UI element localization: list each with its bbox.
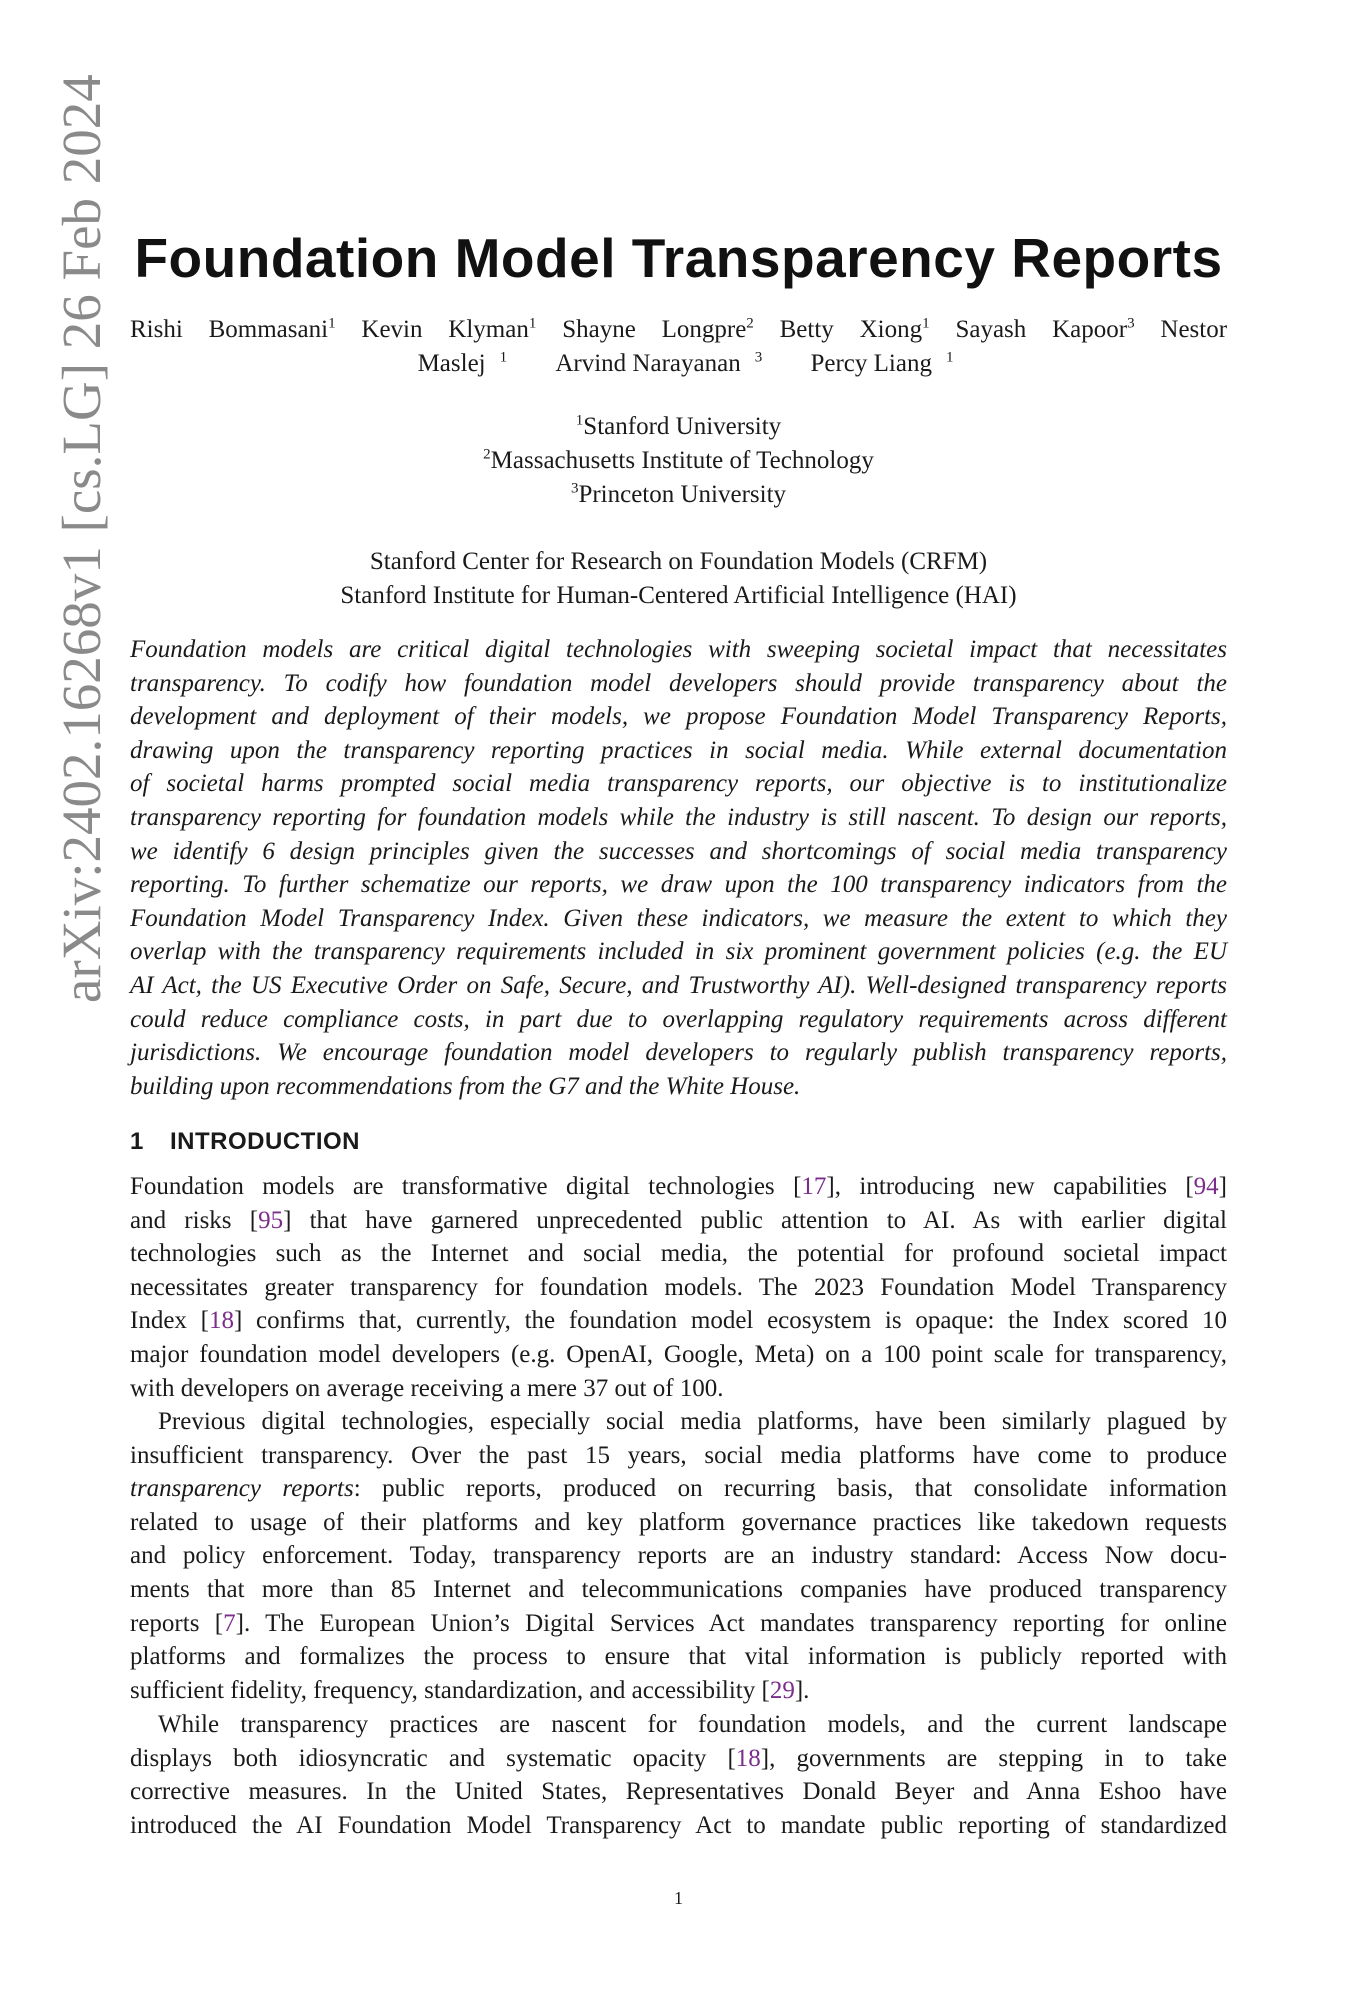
section-heading (130, 1128, 360, 1156)
section-number: 1 (130, 1128, 144, 1155)
author-list-line-2 (130, 347, 1227, 381)
affiliation: $^1$Stanford University (575, 412, 782, 440)
author: Arvind Narayanan $^3$ (555, 349, 763, 377)
abstract-line: we identify 6 design principles given the successes and shortcomings of social media transparency (130, 837, 1227, 865)
center: Stanford Center for Research on Foundation Models (CRFM) (369, 548, 988, 575)
abstract-line: drawing upon the transparency reporting practices in social media. While external documentation (130, 736, 1227, 764)
abstract (130, 633, 1227, 1103)
author: Kevin Klyman$^1$ (361, 315, 537, 343)
abstract-line: AI Act, the US Executive Order on Safe, Secure, and Trustworthy AI). Well-designed transparency reports (130, 971, 1227, 999)
author: Betty Xiong$^1$ (779, 315, 930, 343)
section-title: INTRODUCTION (170, 1128, 360, 1155)
author: Sayash Kapoor$^3$ (955, 315, 1135, 343)
center: Stanford Institute for Human-Centered Artificial Intelligence (HAI) (340, 582, 1017, 609)
abstract-line: Foundation models are critical digital technologies with sweeping societal impact that necessitates (130, 636, 1227, 663)
abstract-line: overlap with the transparency requirements included in six prominent government policies (e.g. the EU (130, 938, 1227, 966)
citation-link[interactable]: 18 (208, 1307, 234, 1335)
paragraph-1: Foundation models are transformative digital technologies [17], introducing new capabilities [94] and risks [95] that have garnered unprecedented public attention to AI. As with earlier digital technologies such as the Internet and social media, the potential for profound societal impact necessitates greater transparency for foundation models. The 2023 Foundation Model Transparency Index [18] confirms that, currently, the foundation model ecosystem is opaque: the Index scored 10 major foundation model developers (e.g. OpenAI, Google, Meta) on a 100 point scale for transparency, with developers on average receiving a mere 37 out of 100. (130, 1173, 1228, 1402)
citation-link[interactable]: 29 (769, 1676, 795, 1704)
citation-link[interactable]: 95 (258, 1206, 284, 1234)
author: Maslej $^1$ (417, 349, 508, 377)
abstract-line: jurisdictions. We encourage foundation model developers to regularly publish transparency reports, (130, 1039, 1227, 1067)
citation-link[interactable]: 18 (735, 1744, 761, 1772)
paragraph-3: While transparency practices are nascent for foundation models, and the current landscape displays both idiosyncratic and systematic opacity [18], governments are stepping in to take corrective measures. In the United States, Representatives Donald Beyer and Anna Eshoo have introduced the AI Foundation Model Transparency Act to mandate public reporting of standardized (130, 1711, 1227, 1839)
abstract-line: transparency. To codify how foundation model developers should provide transparency about the (130, 669, 1227, 697)
abstract-line: Foundation Model Transparency Index. Given these indicators, we measure the extent to which they (130, 904, 1227, 932)
paragraph-2: Previous digital technologies, especially social media platforms, have been similarly plagued by insufficient transparency. Over the past 15 years, social media platforms have come to produce transparency reports: public reports, produced on recurring basis, that consolidate information related to usage of their platforms and key platform governance practices like takedown requests and policy enforcement. Today, transparency reports are an industry standard: Access Now docu- ments that more than 85 Internet and telecommunications companies have produced transparency reports [7]. The European Union’s Digital Services Act mandates transparency reporting for online platforms and formalizes the process to ensure that vital information is publicly reported with sufficient fidelity, frequency, standardization, and accessibility [29]. (130, 1408, 1228, 1704)
author: Rishi Bommasani$^1$ (130, 315, 336, 343)
affiliation: $^2$Massachusetts Institute of Technology (483, 446, 874, 474)
abstract-line: reporting. To further schematize our reports, we draw upon the 100 transparency indicators from the (130, 871, 1227, 899)
citation-link[interactable]: 94 (1193, 1173, 1219, 1200)
author: Nestor (1160, 316, 1228, 343)
paper-title: Foundation Model Transparency Reports (134, 227, 1223, 289)
page-number: 1 (674, 1888, 683, 1908)
abstract-line: transparency reporting for foundation models while the industry is still nascent. To design our reports, (130, 803, 1227, 831)
research-centers (130, 545, 1227, 613)
affiliations (130, 410, 1227, 512)
abstract-line: building upon recommendations from the G7 and the White House. (130, 1072, 801, 1100)
abstract-line: development and deployment of their models, we propose Foundation Model Transparency Reports, (130, 703, 1227, 731)
abstract-line: could reduce compliance costs, in part due to overlapping regulatory requirements across different (130, 1005, 1227, 1033)
abstract-line: of societal harms prompted social media transparency reports, our objective is to institutionalize (130, 770, 1227, 798)
citation-link[interactable]: 17 (801, 1173, 827, 1200)
author-list-line-1 (130, 313, 1227, 347)
citation-link[interactable]: 7 (223, 1609, 236, 1637)
author: Percy Liang $^1$ (810, 349, 954, 377)
affiliation: $^3$Princeton University (570, 480, 787, 508)
arxiv-identifier-stamp: arXiv:2402.16268v1 [cs.LG] 26 Feb 2024 (51, 74, 112, 1003)
author: Shayne Longpre$^2$ (562, 315, 754, 343)
